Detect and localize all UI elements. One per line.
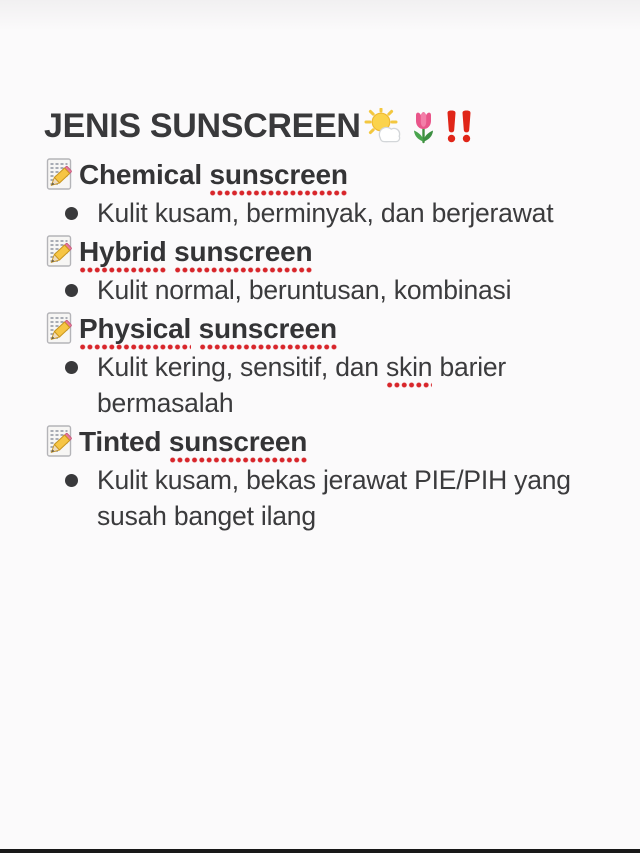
heading-text [79,427,307,457]
memo-icon [44,158,76,192]
bullet-text: Kulit kering, sensitif, dan [97,352,386,382]
bullet-list-physical [44,349,606,421]
sun-behind-small-cloud-icon [364,108,404,145]
heading-word: Tinted [79,426,169,457]
bullet-line [97,462,606,498]
heading-text [79,237,312,267]
bullet-item [44,462,606,534]
heading-word: Chemical [79,159,210,190]
heading-word-misspelled: sunscreen [169,426,307,463]
memo-icon [44,425,76,459]
heading-text [79,314,337,344]
bullet-text: Kulit kusam, berminyak, dan berjerawat [97,198,554,228]
heading-word [191,313,199,344]
heading-word-misspelled: sunscreen [199,313,337,350]
note-content [44,106,606,537]
bullet-text: barier [432,352,507,382]
bullet-text: Kulit normal, beruntusan, kombinasi [97,275,512,305]
heading-word-misspelled: Hybrid [79,236,166,273]
page-title-text: JENIS SUNSCREEN [44,106,361,145]
bullet-list-chemical [44,195,606,231]
bullet-item [44,272,606,308]
section-heading-hybrid [44,235,606,269]
page-title [44,106,606,146]
bullet-text: susah banget ilang [97,501,316,531]
heading-word [166,236,174,267]
memo-icon [44,312,76,346]
memo-icon [44,235,76,269]
bullet-line [97,349,606,385]
tulip-icon [407,107,440,145]
bullet-text: bermasalah [97,388,234,418]
bullet-line [97,195,606,231]
bullet-line [97,498,606,534]
heading-word-misspelled: sunscreen [209,159,347,196]
section-heading-physical [44,312,606,346]
bottom-edge-bar [0,849,640,853]
double-exclamation-icon [443,110,475,143]
bullet-line [97,385,606,421]
bullet-list-hybrid [44,272,606,308]
bullet-list-tinted [44,462,606,534]
bullet-text: Kulit kusam, bekas jerawat PIE/PIH yang [97,465,571,495]
top-fade-strip [0,0,640,34]
bullet-line [97,272,606,308]
bullet-item [44,349,606,421]
bullet-word-misspelled: skin [386,352,432,388]
heading-text [79,160,348,190]
section-heading-chemical [44,158,606,192]
heading-word-misspelled: sunscreen [174,236,312,273]
section-heading-tinted [44,425,606,459]
bullet-item [44,195,606,231]
heading-word-misspelled: Physical [79,313,191,350]
